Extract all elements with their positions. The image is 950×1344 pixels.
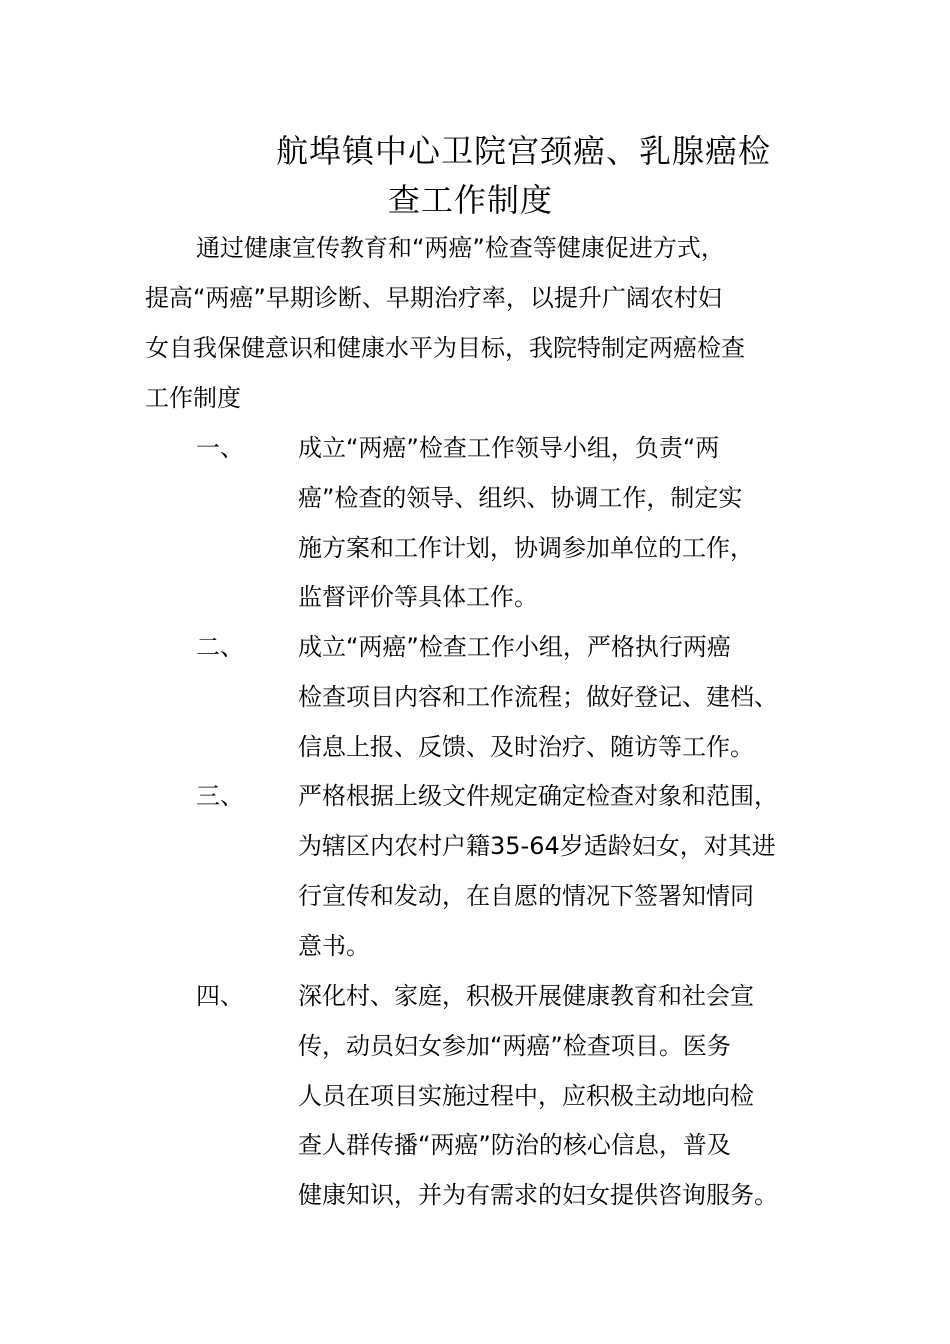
item-3-line-1: 严格根据上级文件规定确定检查对象和范围， [298,782,778,810]
intro-line-2: 提高“两癌”早期诊断、早期治疗率，以提升广阔农村妇 [145,284,722,312]
item-number-1: 一、 [196,434,244,462]
item-number-2: 二、 [196,633,244,661]
item-4-line-5: 健康知识，并为有需求的妇女提供咨询服务。 [298,1181,778,1209]
item-3-line-3: 行宣传和发动，在自愿的情况下签署知情同 [298,882,754,910]
item-4-line-3: 人员在项目实施过程中，应积极主动地向检 [298,1082,754,1110]
item-2-line-1: 成立“两癌”检查工作小组，严格执行两癌 [298,633,731,661]
item-1-line-1: 成立“两癌”检查工作领导小组，负责“两 [298,434,720,462]
item-3-line-4: 意书。 [298,932,370,960]
item-number-4: 四、 [196,982,244,1010]
item-1-line-4: 监督评价等具体工作。 [298,583,538,611]
item-1-line-3: 施方案和工作计划，协调参加单位的工作， [298,534,754,562]
item-3-line-2: 为辖区内农村户籍35-64岁适龄妇女，对其进 [298,832,776,860]
item-4-line-1: 深化村、家庭，积极开展健康教育和社会宣 [298,982,754,1010]
item-1-line-2: 癌”检查的领导、组织、协调工作，制定实 [298,484,743,512]
intro-line-4: 工作制度 [145,384,241,412]
item-2-line-3: 信息上报、反馈、及时治疗、随访等工作。 [298,733,754,761]
intro-line-1: 通过健康宣传教育和“两癌”检查等健康促进方式， [196,234,725,262]
item-4-line-4: 查人群传播“两癌”防治的核心信息，普及 [298,1131,731,1159]
title-line-2: 查工作制度 [388,181,554,219]
title-line-1: 航埠镇中心卫院宫颈癌、乳腺癌检 [276,132,772,170]
item-number-3: 三、 [196,782,244,810]
item-4-line-2: 传，动员妇女参加“两癌”检查项目。医务 [298,1032,731,1060]
item-2-line-2: 检查项目内容和工作流程；做好登记、建档、 [298,683,778,711]
intro-line-3: 女自我保健意识和健康水平为目标，我院特制定两癌检查 [145,334,745,362]
